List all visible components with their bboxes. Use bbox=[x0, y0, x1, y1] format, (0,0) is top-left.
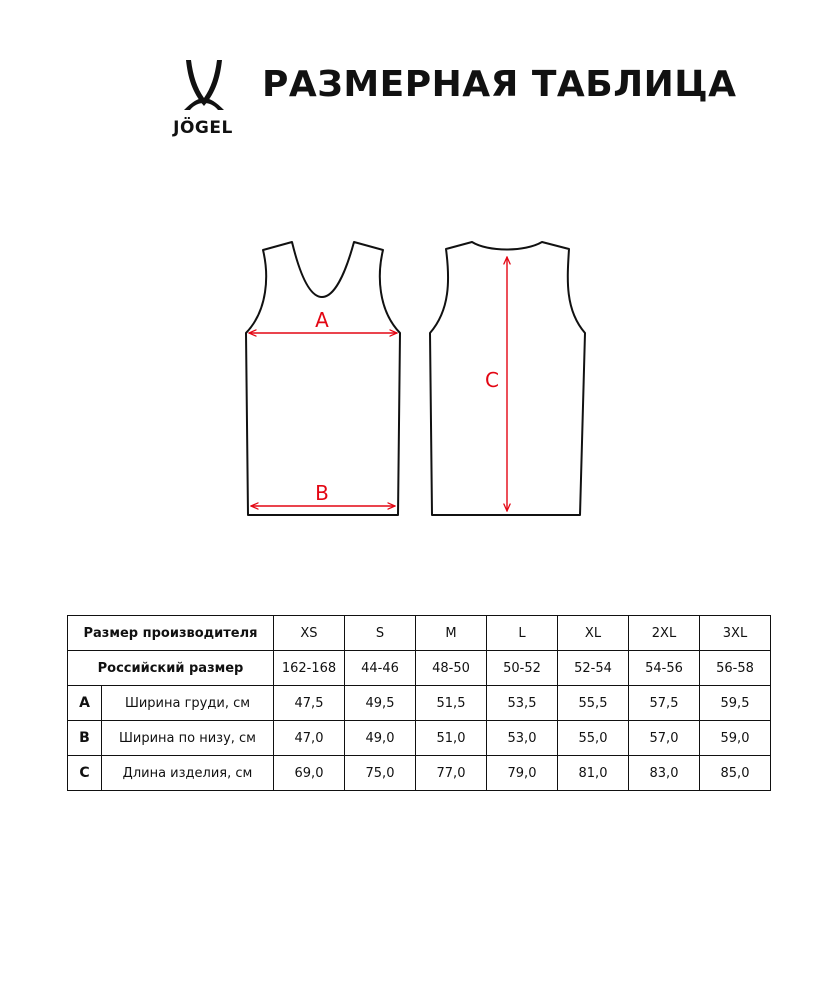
size-cell: L bbox=[487, 616, 558, 651]
row-label: Ширина груди, см bbox=[102, 686, 274, 721]
row-code: A bbox=[68, 686, 102, 721]
page-title: РАЗМЕРНАЯ ТАБЛИЦА bbox=[262, 64, 737, 105]
row-code: B bbox=[68, 721, 102, 756]
value-cell: 79,0 bbox=[487, 756, 558, 791]
brand-logo-text: JÖGEL bbox=[173, 118, 233, 138]
ru-size-cell: 56-58 bbox=[700, 651, 771, 686]
value-cell: 49,0 bbox=[345, 721, 416, 756]
value-cell: 77,0 bbox=[416, 756, 487, 791]
ru-size-cell: 50-52 bbox=[487, 651, 558, 686]
value-cell: 47,0 bbox=[274, 721, 345, 756]
length-label: C bbox=[485, 368, 499, 392]
value-cell: 69,0 bbox=[274, 756, 345, 791]
value-cell: 75,0 bbox=[345, 756, 416, 791]
manufacturer-size-row bbox=[68, 616, 771, 651]
value-cell: 53,5 bbox=[487, 686, 558, 721]
hem-width-label: B bbox=[315, 481, 329, 505]
value-cell: 83,0 bbox=[629, 756, 700, 791]
size-cell: XL bbox=[558, 616, 629, 651]
russian-size-row bbox=[68, 651, 771, 686]
size-cell: S bbox=[345, 616, 416, 651]
value-cell: 53,0 bbox=[487, 721, 558, 756]
ru-size-cell: 52-54 bbox=[558, 651, 629, 686]
size-cell: M bbox=[416, 616, 487, 651]
ru-size-cell: 54-56 bbox=[629, 651, 700, 686]
table-row-hem bbox=[68, 721, 771, 756]
tank-front-outline bbox=[246, 242, 400, 515]
chest-width-label: A bbox=[315, 308, 329, 332]
value-cell: 57,5 bbox=[629, 686, 700, 721]
size-cell: 2XL bbox=[629, 616, 700, 651]
size-cell: 3XL bbox=[700, 616, 771, 651]
value-cell: 51,0 bbox=[416, 721, 487, 756]
ru-size-cell: 48-50 bbox=[416, 651, 487, 686]
value-cell: 51,5 bbox=[416, 686, 487, 721]
value-cell: 59,5 bbox=[700, 686, 771, 721]
russian-size-label: Российский размер bbox=[68, 651, 274, 686]
value-cell: 85,0 bbox=[700, 756, 771, 791]
value-cell: 47,5 bbox=[274, 686, 345, 721]
table-row-chest bbox=[68, 686, 771, 721]
ru-size-cell: 162-168 bbox=[274, 651, 345, 686]
value-cell: 59,0 bbox=[700, 721, 771, 756]
ru-size-cell: 44-46 bbox=[345, 651, 416, 686]
manufacturer-size-label: Размер производителя bbox=[68, 616, 274, 651]
row-label: Ширина по низу, см bbox=[102, 721, 274, 756]
value-cell: 81,0 bbox=[558, 756, 629, 791]
value-cell: 55,5 bbox=[558, 686, 629, 721]
value-cell: 57,0 bbox=[629, 721, 700, 756]
row-label: Длина изделия, см bbox=[102, 756, 274, 791]
size-cell: XS bbox=[274, 616, 345, 651]
value-cell: 55,0 bbox=[558, 721, 629, 756]
row-code: C bbox=[68, 756, 102, 791]
size-table bbox=[67, 615, 771, 791]
table-row-length bbox=[68, 756, 771, 791]
value-cell: 49,5 bbox=[345, 686, 416, 721]
